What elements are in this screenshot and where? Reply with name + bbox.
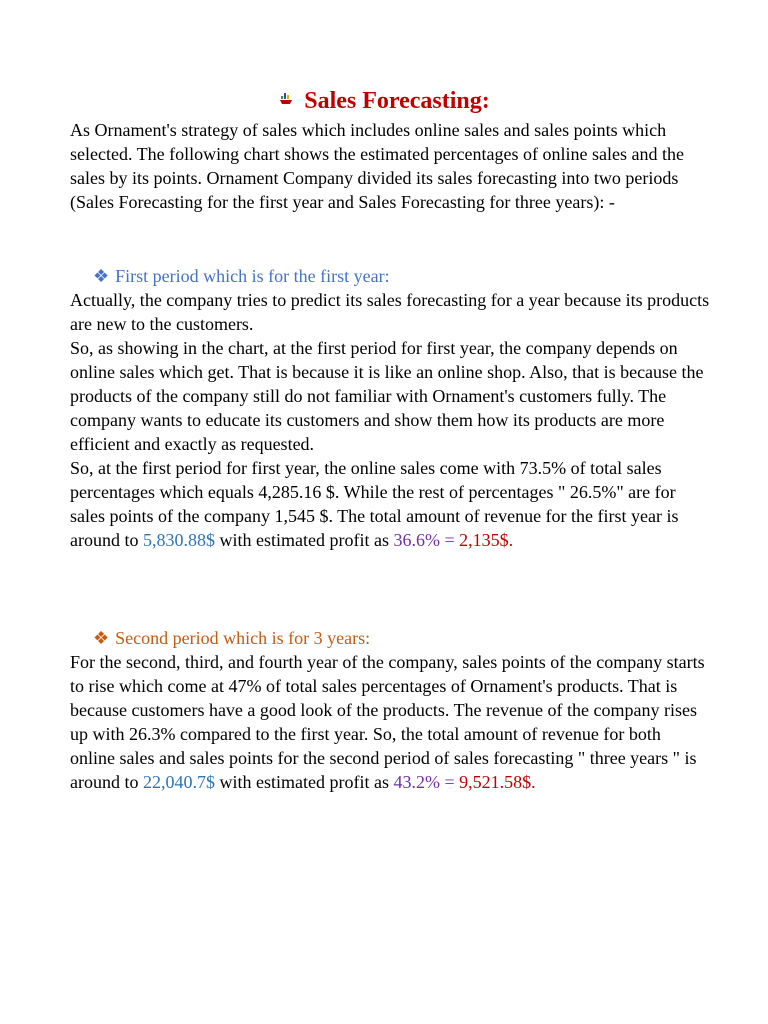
section2-heading-text: Second period which is for 3 years: [115, 628, 371, 648]
intro-paragraph: As Ornament's strategy of sales which includes online sales and sales points which selected. The following chart shows the estimated percentages of online sales and the sales by its points. Ornament Company divided its sales forecasting into two periods (Sales Forecasting for the first year and Sales Forecasting for three years): - [70, 120, 684, 212]
intro-block [70, 118, 710, 214]
diamond-bullet-icon: ❖ [93, 266, 110, 286]
section2-heading [93, 626, 370, 650]
section1-heading-text: First period which is for the first year: [115, 266, 390, 286]
page-title: Sales Forecasting: [304, 88, 490, 114]
section1-paragraph-3 [70, 456, 710, 552]
section1-p3-text: So, at the first period for first year, the online sales come with 73.5% of total sales percentages which equals 4,285.16 $. While the rest of percentages " 26.5%" are for sales points of the company 1,545 $. The total amount of revenue for the first year is around to [70, 458, 679, 550]
section2-body [70, 650, 710, 794]
title-row [0, 88, 768, 115]
section2-revenue-value: 22,040.7$ [142, 772, 215, 792]
section1-p3-mid: with estimated profit as [219, 530, 389, 550]
section1-paragraph-1: Actually, the company tries to predict its sales forecasting for a year because its products are new to the customers. [70, 290, 710, 334]
diamond-bullet-icon: ❖ [93, 628, 110, 648]
section1-profit-value: 2,135$. [459, 530, 514, 550]
section1-profit-percent: 36.6% = [393, 530, 455, 550]
title-bullet-icon [278, 91, 294, 112]
section1-revenue-value: 5,830.88$ [142, 530, 215, 550]
section2-p1-text: For the second, third, and fourth year of the company, sales points of the company starts to rise which come at 47% of total sales percentages of Ornament's products. That is because customers have a good look of the products. The revenue of the company rises up with 26.3% compared to the first year. So, the total amount of revenue for both online sales and sales points for the second period of sales forecasting " three years " is around to [70, 652, 705, 792]
section2-p1-mid: with estimated profit as [219, 772, 389, 792]
section2-profit-value: 9,521.58$. [459, 772, 536, 792]
section1-paragraph-2: So, as showing in the chart, at the first period for first year, the company depends on online sales which get. That is because it is like an online shop. Also, that is because the products of the company still do not familiar with Ornament's customers fully. The company wants to educate its customers and show them how its products are more efficient and exactly as requested. [70, 338, 704, 454]
section2-paragraph-1 [70, 650, 710, 794]
section1-body [70, 288, 710, 552]
section2-profit-percent: 43.2% = [393, 772, 455, 792]
section1-heading [93, 264, 390, 288]
